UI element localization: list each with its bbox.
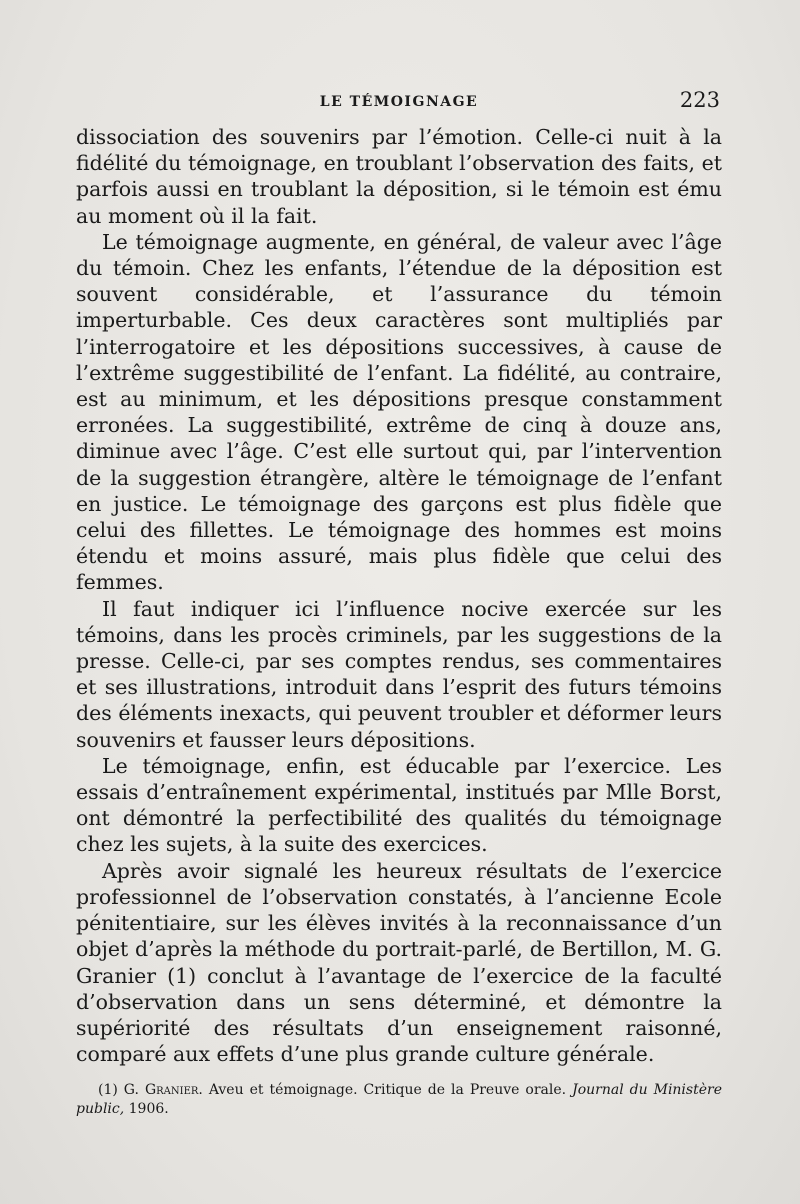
page-number: 223 [679,88,720,112]
running-title: LE TÉMOIGNAGE [319,94,479,110]
paragraph-2: Le témoignage augmente, en général, de valeur avec l’âge du témoin. Chez les enfants, l’étendue de la déposition est souvent considérable, et l’assurance du témoin imperturbable. Ces deux caractères sont multipliés par l’interrogatoire et les dépositions successives, à cause de l’extrême suggestibilité de l’enfant. La fidélité, au contraire, est au minimum, et les dépositions presque constamment erronées. La suggestibilité, extrême de cinq à douze ans, diminue avec l’âge. C’est elle surtout qui, par l’intervention de la suggestion étrangère, altère le témoignage de l’enfant en justice. Le témoignage des garçons est plus fidèle que celui des fillettes. Le témoignage des hommes est moins étendu et moins assuré, mais plus fidèle que celui des femmes. [76,229,722,595]
running-head [76,88,722,118]
footnote-journal: Journal du Ministère public, [76,1082,722,1118]
paragraph-3: Il faut indiquer ici l’influence nocive exercée sur les témoins, dans les procès criminels, par les suggestions de la presse. Celle-ci, par ses comptes rendus, ses commentaires et ses illustrations, introduit dans l’esprit des futurs témoins des éléments inexacts, qui peuvent troubler et déformer leurs souvenirs et fausser leurs dépositions. [76,596,722,752]
footnote-year: 1906. [128,1101,169,1118]
footnote-author: Granier [144,1082,199,1099]
paragraph-5: Après avoir signalé les heureux résultats de l’exercice professionnel de l’observation constatés, à l’ancienne Ecole pénitentiaire, sur les élèves invités à la reconnaissance d’un objet d’après la méthode du portrait-parlé, de Bertillon, M. G. Granier (1) conclut à l’avantage de l’exercice de la faculté d’observation dans un sens déterminé, et démontre la supériorité des résultats d’un enseignement raisonné, comparé aux effets d’une plus grande culture générale. [76,858,722,1067]
footnote-marker: (1) G. [98,1082,139,1099]
paragraph-4: Le témoignage, enfin, est éducable par l’exercice. Les essais d’entraînement expérimental, institués par Mlle Borst, ont démontré la perfectibilité des qualités du témoignage chez les sujets, à la suite des exercices. [76,753,722,857]
body-text [76,124,722,1067]
footnote [76,1081,722,1119]
paragraph-1: dissociation des souvenirs par l’émotion. Celle-ci nuit à la fidélité du témoignage, en troublant l’observation des faits, et parfois aussi en troublant la déposition, si le témoin est ému au moment où il la fait. [76,125,722,228]
footnote-text: . Aveu et témoignage. Critique de la Preuve orale. [198,1082,567,1099]
